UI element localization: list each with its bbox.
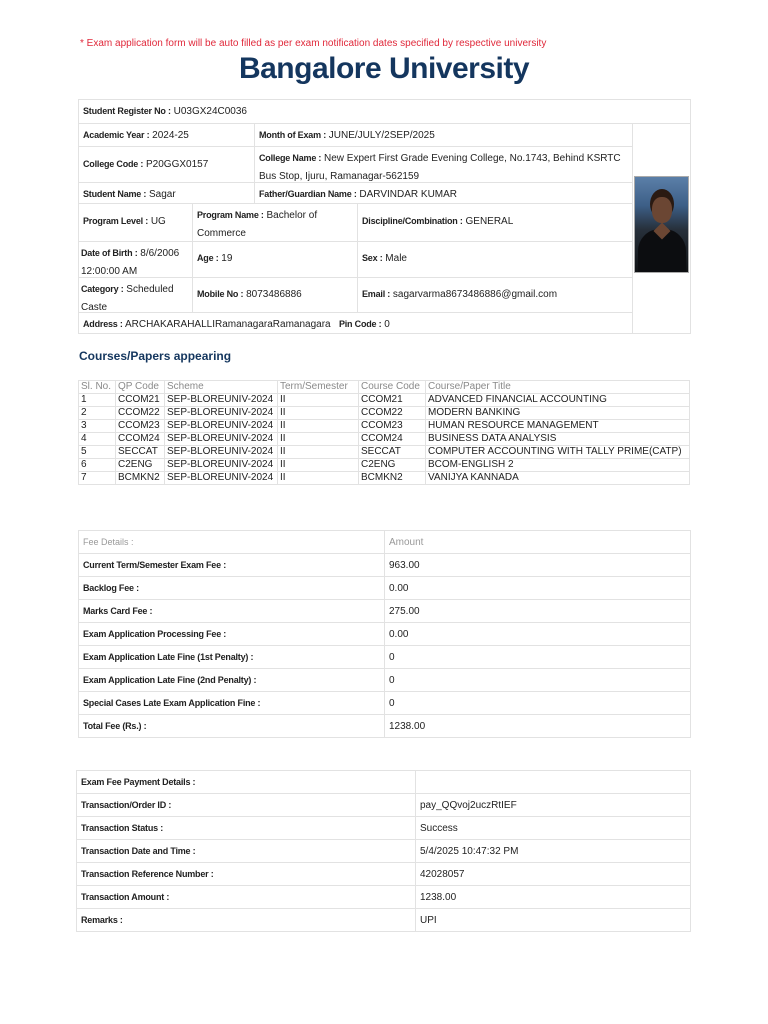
course-cell: II	[278, 407, 359, 420]
courses-table	[78, 380, 690, 485]
fee-row	[79, 577, 691, 600]
courses-section-title: Courses/Papers appearing	[79, 349, 232, 363]
fee-row	[79, 692, 691, 715]
university-title: Bangalore University	[238, 52, 530, 85]
course-cell: ADVANCED FINANCIAL ACCOUNTING	[426, 394, 690, 407]
payment-row	[77, 840, 691, 863]
payment-label: Transaction Amount :	[77, 886, 416, 909]
payment-label: Transaction Date and Time :	[77, 840, 416, 863]
course-cell: II	[278, 420, 359, 433]
amount-header: Amount	[385, 531, 691, 554]
course-cell: SEP-BLOREUNIV-2024	[165, 446, 278, 459]
payment-value: UPI	[416, 909, 691, 932]
course-cell: C2ENG	[116, 459, 165, 472]
payment-row	[77, 863, 691, 886]
course-row	[79, 433, 690, 446]
course-cell: SECCAT	[116, 446, 165, 459]
course-cell: CCOM23	[359, 420, 426, 433]
fee-label: Exam Application Processing Fee :	[79, 623, 385, 646]
fee-value: 0.00	[385, 623, 691, 646]
course-cell: SECCAT	[359, 446, 426, 459]
course-cell: HUMAN RESOURCE MANAGEMENT	[426, 420, 690, 433]
course-cell: BCMKN2	[116, 472, 165, 485]
auto-fill-notice: * Exam application form will be auto filled as per exam notification dates specified by respective university	[80, 38, 547, 49]
course-row	[79, 472, 690, 485]
course-cell: SEP-BLOREUNIV-2024	[165, 459, 278, 472]
payment-label: Remarks :	[77, 909, 416, 932]
payment-row	[77, 817, 691, 840]
course-cell: 3	[79, 420, 116, 433]
college-name-cell: College Name : New Expert First Grade Evening College, No.1743, Behind KSRTC Bus Stop, Ijuru, Ramanagar-562159	[254, 146, 633, 183]
payment-label: Transaction Status :	[77, 817, 416, 840]
course-cell: 1	[79, 394, 116, 407]
payment-row	[77, 909, 691, 932]
course-cell: CCOM22	[359, 407, 426, 420]
payment-details-table	[76, 770, 691, 932]
fee-label: Marks Card Fee :	[79, 600, 385, 623]
course-cell: SEP-BLOREUNIV-2024	[165, 407, 278, 420]
course-cell: II	[278, 433, 359, 446]
fee-value: 0	[385, 646, 691, 669]
col-sl-no: Sl. No.	[79, 381, 116, 394]
age-cell: Age : 19	[192, 241, 358, 278]
fee-label: Current Term/Semester Exam Fee :	[79, 554, 385, 577]
course-row	[79, 459, 690, 472]
col-term: Term/Semester	[278, 381, 359, 394]
course-cell: II	[278, 472, 359, 485]
fee-row	[79, 646, 691, 669]
fee-value: 0	[385, 669, 691, 692]
course-cell: 5	[79, 446, 116, 459]
fee-details-table	[78, 530, 691, 738]
course-row	[79, 420, 690, 433]
email-cell: Email : sagarvarma8673486886@gmail.com	[357, 277, 633, 313]
address-cell: Address : ARCHAKARAHALLIRamanagaraRamanagara Pin Code : 0	[78, 312, 633, 334]
course-cell: 7	[79, 472, 116, 485]
payment-value: Success	[416, 817, 691, 840]
exam-month-cell: Month of Exam : JUNE/JULY/2SEP/2025	[254, 123, 633, 147]
fee-row	[79, 715, 691, 738]
course-cell: 6	[79, 459, 116, 472]
register-no-value: U03GX24C0036	[173, 106, 247, 117]
payment-value: pay_QQvoj2uczRtIEF	[416, 794, 691, 817]
course-cell: CCOM22	[116, 407, 165, 420]
fee-row	[79, 623, 691, 646]
fee-row	[79, 600, 691, 623]
payment-header-empty	[416, 771, 691, 794]
courses-header-row	[79, 381, 690, 394]
fee-value: 0.00	[385, 577, 691, 600]
fee-label: Special Cases Late Exam Application Fine :	[79, 692, 385, 715]
course-cell: CCOM21	[116, 394, 165, 407]
course-cell: CCOM24	[116, 433, 165, 446]
payment-details-label: Exam Fee Payment Details :	[77, 771, 416, 794]
course-cell: SEP-BLOREUNIV-2024	[165, 394, 278, 407]
course-cell: BUSINESS DATA ANALYSIS	[426, 433, 690, 446]
register-no-cell: Student Register No : U03GX24C0036	[78, 99, 691, 124]
fee-value: 275.00	[385, 600, 691, 623]
course-cell: II	[278, 459, 359, 472]
fee-value: 1238.00	[385, 715, 691, 738]
course-cell: CCOM24	[359, 433, 426, 446]
course-cell: 2	[79, 407, 116, 420]
program-level-cell: Program Level : UG	[78, 203, 193, 242]
course-cell: II	[278, 394, 359, 407]
course-cell: BCOM-ENGLISH 2	[426, 459, 690, 472]
course-cell: SEP-BLOREUNIV-2024	[165, 433, 278, 446]
course-cell: SEP-BLOREUNIV-2024	[165, 472, 278, 485]
fee-label: Backlog Fee :	[79, 577, 385, 600]
payment-row	[77, 886, 691, 909]
fee-row	[79, 669, 691, 692]
pin-code-label: Pin Code :	[338, 319, 382, 329]
payment-value: 1238.00	[416, 886, 691, 909]
payment-header-row	[77, 771, 691, 794]
course-row	[79, 407, 690, 420]
pin-code-value: 0	[384, 319, 390, 330]
course-cell: MODERN BANKING	[426, 407, 690, 420]
course-row	[79, 446, 690, 459]
sex-cell: Sex : Male	[357, 241, 633, 278]
course-cell: CCOM23	[116, 420, 165, 433]
course-cell: SEP-BLOREUNIV-2024	[165, 420, 278, 433]
student-photo	[634, 176, 689, 273]
discipline-cell: Discipline/Combination : GENERAL	[357, 203, 633, 242]
course-cell: VANIJYA KANNADA	[426, 472, 690, 485]
payment-value: 5/4/2025 10:47:32 PM	[416, 840, 691, 863]
col-course-code: Course Code	[359, 381, 426, 394]
college-code-cell: College Code : P20GGX0157	[78, 146, 255, 183]
col-qp-code: QP Code	[116, 381, 165, 394]
course-cell: 4	[79, 433, 116, 446]
col-course-title: Course/Paper Title	[426, 381, 690, 394]
col-scheme: Scheme	[165, 381, 278, 394]
course-row	[79, 394, 690, 407]
course-cell: C2ENG	[359, 459, 426, 472]
fee-value: 0	[385, 692, 691, 715]
mobile-cell: Mobile No : 8073486886	[192, 277, 358, 313]
fee-row	[79, 554, 691, 577]
category-cell: Category : Scheduled Caste	[78, 277, 193, 313]
fee-details-label: Fee Details :	[79, 531, 385, 554]
payment-row	[77, 794, 691, 817]
fee-label: Exam Application Late Fine (2nd Penalty) :	[79, 669, 385, 692]
course-cell: II	[278, 446, 359, 459]
payment-label: Transaction Reference Number :	[77, 863, 416, 886]
dob-cell: Date of Birth : 8/6/2006 12:00:00 AM	[78, 241, 193, 278]
payment-value: 42028057	[416, 863, 691, 886]
father-name-cell: Father/Guardian Name : DARVINDAR KUMAR	[254, 182, 633, 204]
student-name-cell: Student Name : Sagar	[78, 182, 255, 204]
fee-label: Exam Application Late Fine (1st Penalty) :	[79, 646, 385, 669]
fee-label: Total Fee (Rs.) :	[79, 715, 385, 738]
course-cell: BCMKN2	[359, 472, 426, 485]
payment-label: Transaction/Order ID :	[77, 794, 416, 817]
academic-year-cell: Academic Year : 2024-25	[78, 123, 255, 147]
fee-value: 963.00	[385, 554, 691, 577]
course-cell: CCOM21	[359, 394, 426, 407]
course-cell: COMPUTER ACCOUNTING WITH TALLY PRIME(CATP)	[426, 446, 690, 459]
fee-header-row	[79, 531, 691, 554]
program-name-cell: Program Name : Bachelor of Commerce	[192, 203, 358, 242]
